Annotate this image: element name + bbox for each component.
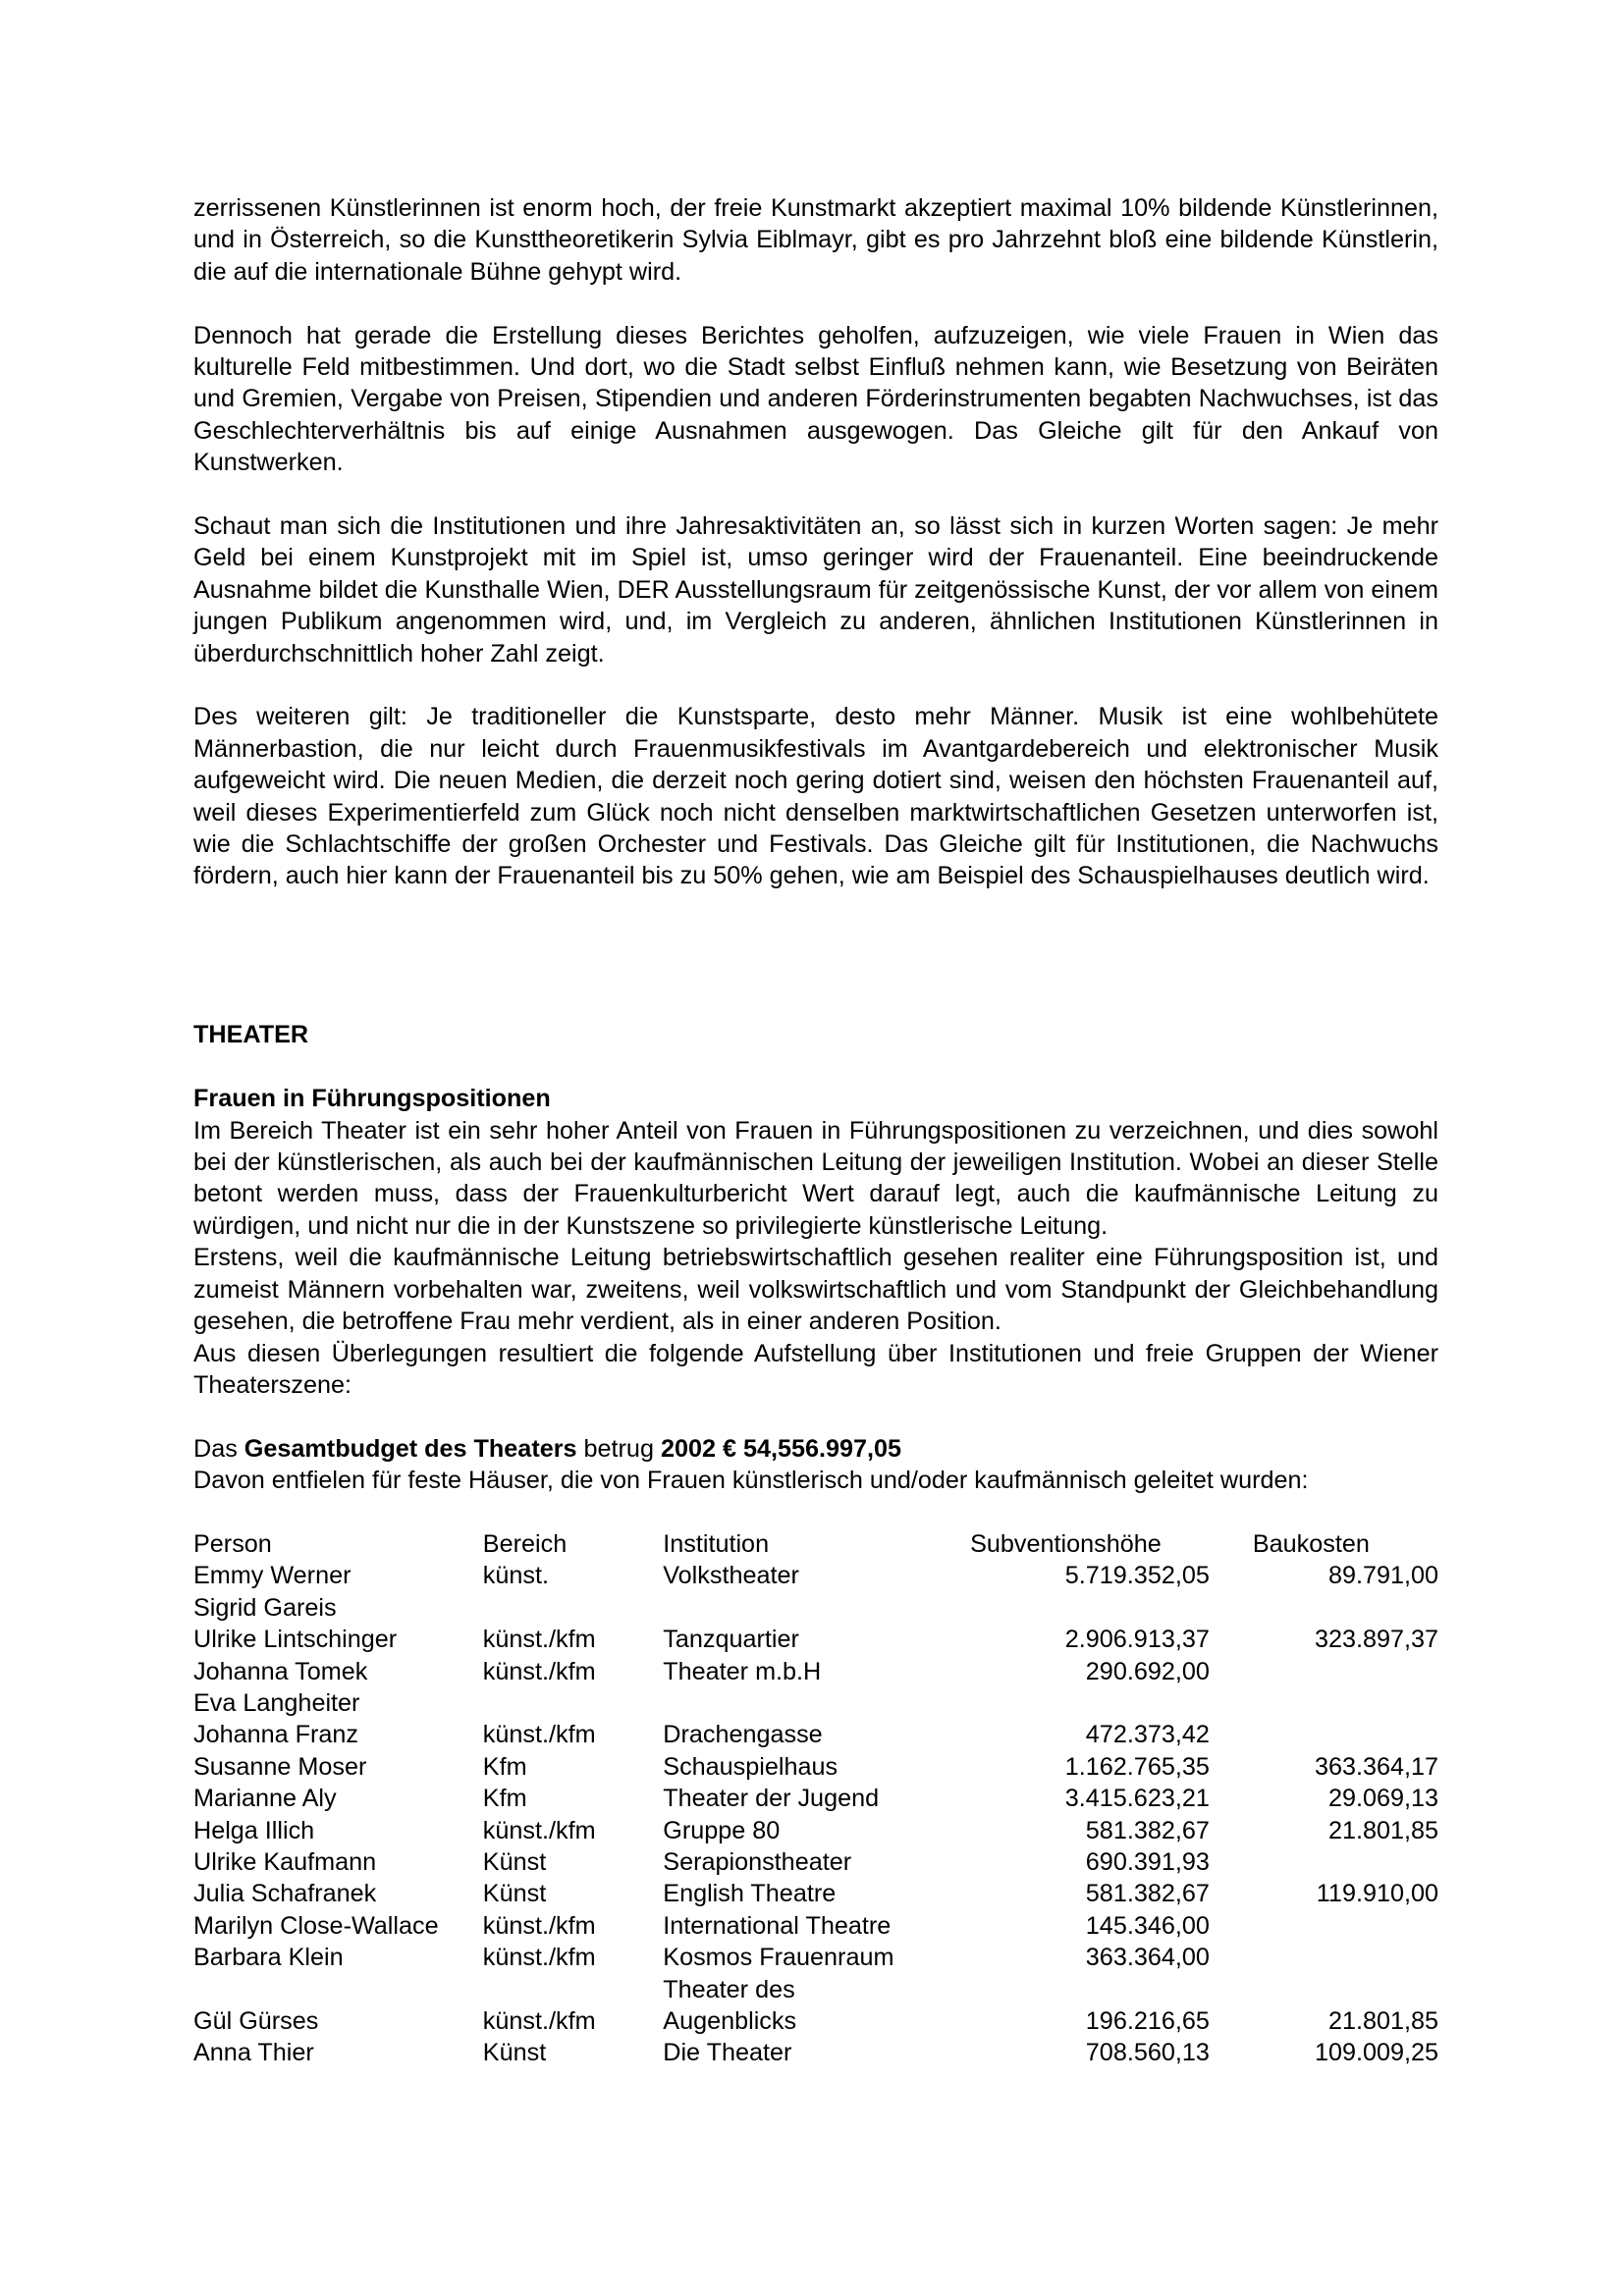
cell-subvention xyxy=(905,1592,1210,1624)
cell-bereich: künst./kfm xyxy=(482,1626,596,1654)
cell-bereich: künst./kfm xyxy=(482,1657,596,1685)
cell-bereich: Künst xyxy=(482,2039,547,2067)
intro-paragraph-4: Des weiteren gilt: Je traditioneller die Kunstsparte, desto mehr Männer. Musik ist eine wohlbehütete Männerbastion, die nur leicht durch Frauenmusikfestivals im Avantgardebereich und elektronischer Musik aufgeweicht wird. Die neuen Medien, die derzeit noch gering dotiert sind, weisen den höchsten Frauenanteil auf, weil dieses Experimentierfeld zum Glück noch nicht denselben marktwirtschaftlichen Gesetzen unterworfen ist, wie die Schlachtschiffe der großen Orchester und Festivals. Das Gleiche gilt für Institutionen, die Nachwuchs fördern, auch hier kann der Frauenanteil bis zu 50% gehen, wie am Beispiel des Schauspielhauses deutlich wird. xyxy=(193,703,1438,890)
budget-label: Gesamtbudget des Theaters xyxy=(243,1434,577,1463)
cell-baukosten: 323.897,37 xyxy=(1314,1626,1438,1654)
table-row xyxy=(193,1687,1438,1719)
budget-middle: betrug xyxy=(576,1434,661,1463)
cell-person: Marianne Aly xyxy=(193,1785,337,1813)
cell-baukosten xyxy=(1210,1942,1438,1973)
intro-paragraph-3: Schaut man sich die Institutionen und ihre Jahresaktivitäten an, so lässt sich in kurzen Worten sagen: Je mehr Geld bei einem Kunstprojekt mit im Spiel ist, umso geringer wird der Frauenanteil. Eine beeindruckende Ausnahme bildet die Kunsthalle Wien, DER Ausstellungsraum für zeitgenössische Kunst, der vor allem von einem jungen Publikum angenommen wird, und, im Vergleich zu anderen, ähnlichen Institutionen Künstlerinnen in überdurchschnittlich hoher Zahl zeigt. xyxy=(193,512,1438,667)
cell-institution xyxy=(663,1592,905,1624)
cell-institution: Theater m.b.H xyxy=(663,1657,822,1685)
cell-baukosten xyxy=(1210,1910,1438,1942)
cell-subvention: 290.692,00 xyxy=(1085,1657,1210,1685)
table-row xyxy=(193,1942,1438,1973)
cell-bereich: Künst xyxy=(482,1880,547,1908)
cell-baukosten: 21.801,85 xyxy=(1327,2007,1438,2035)
cell-bereich: Kfm xyxy=(482,1752,527,1781)
cell-institution: Gruppe 80 xyxy=(663,1816,781,1844)
table-row xyxy=(193,1815,1438,1846)
cell-person: Emmy Werner xyxy=(193,1562,352,1590)
cell-bereich: künst./kfm xyxy=(482,1911,596,1940)
cell-baukosten: 109.009,25 xyxy=(1314,2039,1438,2067)
cell-subvention: 3.415.623,21 xyxy=(1064,1785,1210,1813)
cell-person: Anna Thier xyxy=(193,2039,314,2067)
cell-baukosten xyxy=(1210,1846,1438,1878)
cell-subvention: 145.346,00 xyxy=(1085,1911,1210,1940)
table-row xyxy=(193,1592,1438,1624)
cell-subvention: 5.719.352,05 xyxy=(1064,1562,1210,1590)
document-page xyxy=(193,192,1438,2069)
cell-bereich: künst./kfm xyxy=(482,1721,596,1749)
theater-paragraph-1: Im Bereich Theater ist ein sehr hoher Anteil von Frauen in Führungspositionen zu verzeichnen, und dies sowohl bei der künstlerischen, als auch bei der kaufmännischen Leitung der jeweiligen Institution. Wobei an dieser Stelle betont werden muss, dass der Frauenkulturbericht Wert darauf legt, auch die kaufmännische Leitung zu würdigen, und nicht nur die in der Kunstszene so privilegierte künstlerische Leitung. xyxy=(193,1116,1438,1240)
cell-person: Johanna Tomek xyxy=(193,1657,368,1685)
institution-line-1: Theater des xyxy=(663,1975,795,2003)
cell-baukosten xyxy=(1210,1719,1438,1750)
cell-subvention: 1.162.765,35 xyxy=(1064,1752,1210,1781)
budget-value: 2002 € 54,556.997,05 xyxy=(660,1434,902,1463)
cell-person: Julia Schafranek xyxy=(193,1880,377,1908)
cell-institution: Schauspielhaus xyxy=(663,1752,839,1781)
table-row xyxy=(193,2037,1438,2068)
cell-bereich: künst. xyxy=(482,1562,549,1590)
cell-baukosten: 21.801,85 xyxy=(1327,1816,1438,1844)
cell-institution: Die Theater xyxy=(663,2039,792,2067)
budget-prefix: Das xyxy=(193,1434,244,1463)
cell-institution xyxy=(663,1687,905,1719)
intro-paragraph-2: Dennoch hat gerade die Erstellung dieses Berichtes geholfen, aufzuzeigen, wie viele Frauen in Wien das kulturelle Feld mitbestimmen. Und dort, wo die Stadt selbst Einfluß nehmen kann, wie Besetzung von Beiräten und Gremien, Vergabe von Preisen, Stipendien und anderen Förderinstrumenten begabten Nachwuchses, ist das Geschlechterverhältnis bis auf einige Ausnahmen ausgewogen. Das Gleiche gilt für den Ankauf von Kunstwerken. xyxy=(193,321,1438,477)
cell-baukosten: 119.910,00 xyxy=(1316,1880,1438,1908)
cell-institution: Tanzquartier xyxy=(663,1626,799,1654)
cell-baukosten xyxy=(1210,1687,1438,1719)
header-baukosten: Baukosten xyxy=(1252,1529,1370,1558)
cell-subvention: 472.373,42 xyxy=(1085,1721,1210,1749)
cell-bereich: Kfm xyxy=(482,1785,527,1813)
cell-person: Barbara Klein xyxy=(193,1944,344,1972)
cell-baukosten: 89.791,00 xyxy=(1327,1562,1438,1590)
cell-bereich: Künst xyxy=(482,1847,547,1876)
table-row xyxy=(193,1878,1438,1909)
cell-subvention: 363.364,00 xyxy=(1085,1944,1210,1972)
cell-subvention: 196.216,65 xyxy=(1085,2007,1210,2035)
cell-institution: International Theatre xyxy=(663,1911,892,1940)
cell-institution: Volkstheater xyxy=(663,1562,799,1590)
cell-bereich: künst./kfm xyxy=(482,2007,596,2035)
table-header-row xyxy=(193,1528,1438,1560)
cell-subvention: 581.382,67 xyxy=(1085,1880,1210,1908)
cell-baukosten xyxy=(1210,1592,1438,1624)
table-row xyxy=(193,1846,1438,1878)
cell-subvention: 708.560,13 xyxy=(1085,2039,1210,2067)
cell-institution: Kosmos Frauenraum xyxy=(663,1944,894,1972)
table-row xyxy=(193,1719,1438,1750)
section-heading-theater: THEATER xyxy=(193,1021,309,1049)
table-row xyxy=(193,1910,1438,1942)
budget-followup: Davon entfielen für feste Häuser, die von Frauen künstlerisch und/oder kaufmännisch geleitet wurden: xyxy=(193,1467,1309,1495)
cell-person: Helga Illich xyxy=(193,1816,315,1844)
cell-person: Gül Gürses xyxy=(193,2007,319,2035)
cell-person: Sigrid Gareis xyxy=(193,1593,337,1622)
cell-person: Susanne Moser xyxy=(193,1752,367,1781)
table-row xyxy=(193,1751,1438,1783)
header-institution: Institution xyxy=(663,1529,770,1558)
cell-baukosten xyxy=(1210,1656,1438,1687)
cell-institution: Drachengasse xyxy=(663,1721,823,1749)
header-bereich: Bereich xyxy=(482,1529,568,1558)
cell-subvention: 581.382,67 xyxy=(1085,1816,1210,1844)
table-row xyxy=(193,1560,1438,1591)
budget-statement xyxy=(193,1433,1438,1465)
cell-person: Johanna Franz xyxy=(193,1721,359,1749)
cell-subvention xyxy=(905,1687,1210,1719)
cell-person: Ulrike Kaufmann xyxy=(193,1847,377,1876)
cell-bereich: künst./kfm xyxy=(482,1816,596,1844)
cell-baukosten: 29.069,13 xyxy=(1327,1785,1438,1813)
cell-bereich: künst./kfm xyxy=(482,1944,596,1972)
table-row xyxy=(193,1624,1438,1655)
cell-institution: Theater der Jugend xyxy=(663,1785,880,1813)
cell-institution xyxy=(663,1974,905,2038)
cell-person: Marilyn Close-Wallace xyxy=(193,1911,439,1940)
header-person: Person xyxy=(193,1529,272,1558)
cell-subvention: 690.391,93 xyxy=(1085,1847,1210,1876)
header-subvention: Subventionshöhe xyxy=(970,1529,1162,1558)
theater-paragraph-2: Erstens, weil die kaufmännische Leitung betriebswirtschaftlich gesehen realiter eine Führungsposition ist, und zumeist Männern vorbehalten war, zweitens, weil volkswirtschaftlich und vom Standpunkt der Gleichbehandlung gesehen, die betroffene Frau mehr verdient, als in einer anderen Position. xyxy=(193,1244,1438,1336)
cell-subvention: 2.906.913,37 xyxy=(1064,1626,1210,1654)
cell-bereich xyxy=(483,1687,663,1719)
cell-person: Eva Langheiter xyxy=(193,1688,360,1717)
cell-bereich xyxy=(483,1592,663,1624)
table-row xyxy=(193,1974,1438,2038)
cell-institution: Serapionstheater xyxy=(663,1847,852,1876)
subheading-frauen-fuehrungspositionen: Frauen in Führungspositionen xyxy=(193,1085,551,1113)
cell-institution: English Theatre xyxy=(663,1880,837,1908)
theater-paragraph-3: Aus diesen Überlegungen resultiert die folgende Aufstellung über Institutionen und freie Gruppen der Wiener Theaterszene: xyxy=(193,1339,1438,1399)
intro-paragraph-1: zerrissenen Künstlerinnen ist enorm hoch, der freie Kunstmarkt akzeptiert maximal 10% bildende Künstlerinnen, und in Österreich, so die Kunsttheoretikerin Sylvia Eiblmayr, gibt es pro Jahrzehnt bloß eine bildende Künstlerin, die auf die internationale Bühne gehypt wird. xyxy=(193,194,1438,286)
theater-leadership-table xyxy=(193,1528,1438,2069)
table-row xyxy=(193,1783,1438,1814)
cell-baukosten: 363.364,17 xyxy=(1314,1752,1438,1781)
cell-person: Ulrike Lintschinger xyxy=(193,1626,398,1654)
table-row xyxy=(193,1656,1438,1687)
institution-line-2: Augenblicks xyxy=(663,2007,797,2035)
